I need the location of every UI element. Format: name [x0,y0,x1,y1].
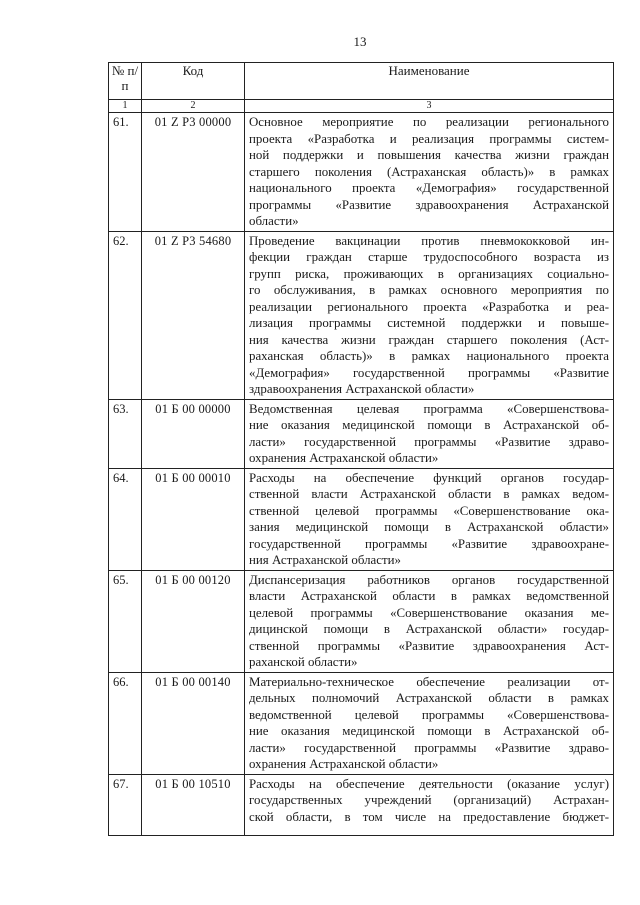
name-line: охранения Астраханской области» [249,451,439,465]
name-line: национального проекта «Демография» государственной [249,181,609,195]
name-line: целевой программы «Совершенствование оказания ме- [249,605,609,620]
row-code: 01 Б 00 00000 [142,399,245,468]
name-line: государственной программы «Развитие здравоохране- [249,536,609,551]
name-line: ственной власти Астраханской области в рамках ведом- [249,487,609,501]
name-line: фекции граждан старше трудоспособного возраста из [249,250,609,264]
name-line: старшего поколения (Астраханская область)» в рамках [249,164,609,179]
row-number: 65. [109,570,142,672]
row-number: 64. [109,468,142,570]
name-line: Ведомственная целевая программа «Совершенствова- [249,401,609,416]
name-line: лизация программы системной поддержки и повыше- [249,316,609,330]
column-index-row [109,100,614,113]
row-code: 01 Z P3 54680 [142,231,245,399]
name-line: ние оказания медицинской помощи в Астраханской об- [249,418,609,432]
name-line: раханской области» [249,655,358,669]
name-line: ния Астраханской области» [249,553,401,567]
name-line: ние оказания медицинской помощи в Астраханской об- [249,724,609,738]
header-name: Наименование [245,63,614,100]
name-line: Расходы на обеспечение деятельности (оказание услуг) [249,776,609,791]
row-name [245,672,614,774]
name-line: ласти» государственной программы «Развитие здраво- [249,740,609,755]
name-line: зания медицинской помощи в Астраханской области» [249,520,609,534]
name-line: государственных учреждений (организаций) Астрахан- [249,793,609,807]
name-line: Проведение вакцинации против пневмококковой ин- [249,233,609,248]
name-line: области» [249,214,299,228]
row-number: 61. [109,113,142,232]
table-row [109,774,614,835]
row-code: 01 Б 00 00120 [142,570,245,672]
table-row [109,113,614,232]
name-line: Материально-техническое обеспечение реализации от- [249,674,609,689]
column-index: 2 [142,100,245,113]
name-line: ской области, в том числе на предоставление бюджет- [249,809,609,824]
name-line: Диспансеризация работников органов государственной [249,572,609,587]
page-number: 13 [353,34,367,49]
column-index: 3 [245,100,614,113]
name-line: Основное мероприятие по реализации регионального [249,115,609,129]
name-line: раханская область)» в рамках национального проекта [249,349,609,363]
name-line: ведомственной целевой программы «Совершенствова- [249,707,609,722]
table-row [109,672,614,774]
row-number: 62. [109,231,142,399]
column-index: 1 [109,100,142,113]
name-line: «Демография» государственной программы «Развитие [249,365,609,380]
table-row [109,231,614,399]
name-line: ственной целевой программы «Совершенствование ока- [249,503,609,518]
row-name [245,231,614,399]
name-line: ственной программы «Развитие здравоохранения Аст- [249,638,609,653]
row-number: 66. [109,672,142,774]
name-line: дельных полномочий Астраханской области в рамках [249,691,609,705]
name-line: проекта «Разработка и реализация программы систем- [249,131,609,146]
name-line: ния качества жизни граждан старшего поколения (Аст- [249,332,609,347]
table-header-row [109,63,614,100]
row-code: 01 Б 00 10510 [142,774,245,835]
name-line: го обслуживания, в рамках основного мероприятия по [249,283,609,297]
row-name [245,468,614,570]
row-number: 63. [109,399,142,468]
row-name [245,399,614,468]
row-name [245,570,614,672]
name-line: реализации регионального проекта «Разработка и реа- [249,299,609,314]
header-code: Код [142,63,245,100]
name-line: власти Астраханской области в рамках ведомственной [249,589,609,603]
header-num: № п/п [109,63,142,100]
row-number: 67. [109,774,142,835]
table-row [109,399,614,468]
row-code: 01 Z P3 00000 [142,113,245,232]
name-line: ласти» государственной программы «Развитие здраво- [249,434,609,449]
name-line: групп риска, проживающих в организациях социально- [249,266,609,281]
row-name [245,113,614,232]
table-row [109,570,614,672]
table-row [109,468,614,570]
name-line: дицинской помощи в Астраханской области» государ- [249,622,609,636]
name-line: Расходы на обеспечение функций органов государ- [249,470,609,485]
name-line: здравоохранения Астраханской области» [249,382,475,396]
row-code: 01 Б 00 00140 [142,672,245,774]
name-line: охранения Астраханской области» [249,757,439,771]
budget-codes-table [108,62,614,836]
row-name [245,774,614,835]
table-body [109,113,614,836]
name-line: ной поддержки и повышения качества жизни граждан [249,148,609,162]
name-line: программы «Развитие здравоохранения Астраханской [249,197,609,212]
row-code: 01 Б 00 00010 [142,468,245,570]
